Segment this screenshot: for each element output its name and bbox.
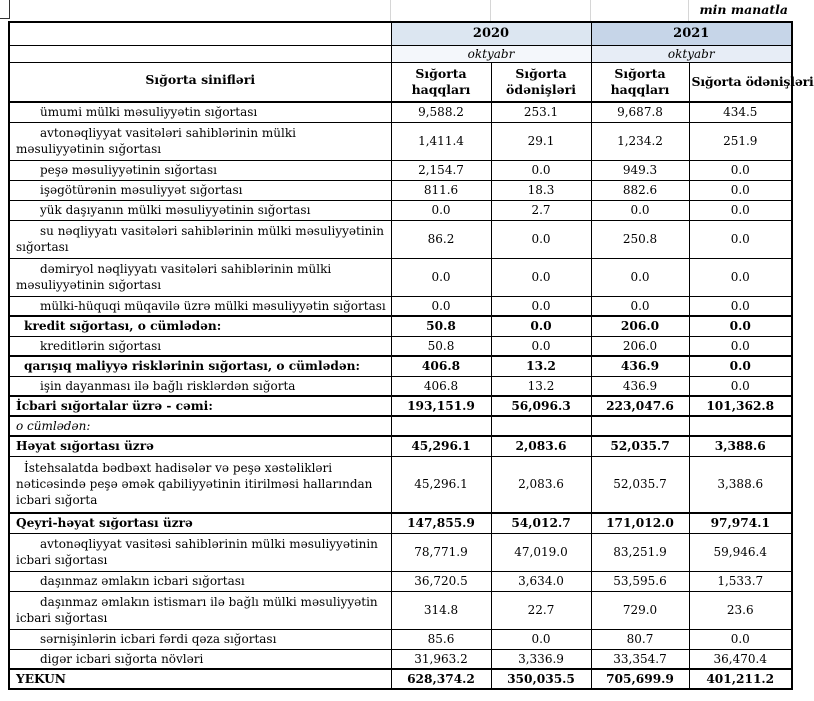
cell-value[interactable]: 223,047.6 <box>591 396 689 416</box>
row-label[interactable]: mülki-hüquqi müqavilə üzrə mülki məsuliyyətin sığortası <box>9 296 391 316</box>
row-label[interactable]: dəmiryol nəqliyyatı vasitələri sahiblərinin mülki məsuliyyətinin sığortası <box>9 258 391 296</box>
cell-value[interactable]: 1,533.7 <box>689 571 792 591</box>
cell-value[interactable]: 250.8 <box>591 220 689 258</box>
cell-value[interactable]: 0.0 <box>689 376 792 396</box>
cell-value[interactable]: 0.0 <box>689 356 792 376</box>
cell-value[interactable]: 0.0 <box>491 316 591 336</box>
cell-value[interactable]: 50.8 <box>391 316 491 336</box>
cell-value[interactable]: 436.9 <box>591 376 689 396</box>
insurance-table <box>8 21 814 690</box>
cell-value[interactable]: 0.0 <box>491 160 591 180</box>
table-row <box>9 456 792 513</box>
row-label[interactable]: İstehsalatda bədbəxt hadisələr və peşə xəstəlikləri nəticəsində peşə əmək qabiliyyətinin itirilməsi hallarından icbari sığorta <box>9 456 391 513</box>
cell-value[interactable]: 18.3 <box>491 180 591 200</box>
cell-value[interactable]: 13.2 <box>491 376 591 396</box>
table-row <box>9 669 792 689</box>
row-label[interactable]: kredit sığortası, o cümlədən: <box>9 316 391 336</box>
row-label[interactable]: İcbari sığortalar üzrə - cəmi: <box>9 396 391 416</box>
row-label[interactable]: digər icbari sığorta növləri <box>9 649 391 669</box>
sheet-top-strip <box>0 0 798 21</box>
gridline-fragment <box>390 0 391 21</box>
cell-value[interactable]: 83,251.9 <box>591 533 689 571</box>
cell-value[interactable]: 86.2 <box>391 220 491 258</box>
cell-value[interactable]: 949.3 <box>591 160 689 180</box>
cell-value[interactable]: 193,151.9 <box>391 396 491 416</box>
row-label[interactable]: sərnişinlərin icbari fərdi qəza sığortası <box>9 629 391 649</box>
cell-value[interactable]: 23.6 <box>689 591 792 629</box>
row-label[interactable]: avtonəqliyyat vasitələri sahiblərinin mülki məsuliyyətinin sığortası <box>9 122 391 160</box>
cell-value[interactable]: 0.0 <box>491 296 591 316</box>
premiums-2021-header[interactable]: Sığorta haqqları <box>591 62 689 102</box>
cell-value[interactable]: 705,699.9 <box>591 669 689 689</box>
cell-value[interactable]: 22.7 <box>491 591 591 629</box>
cell-value[interactable]: 251.9 <box>689 122 792 160</box>
table-row <box>9 436 792 456</box>
row-label[interactable]: daşınmaz əmlakın istismarı ilə bağlı mülki məsuliyyətin icbari sığortası <box>9 591 391 629</box>
year-header-row <box>9 22 792 45</box>
cell-value[interactable]: 50.8 <box>391 336 491 356</box>
cell-value[interactable]: 29.1 <box>491 122 591 160</box>
cell-value[interactable]: 0.0 <box>391 200 491 220</box>
cell-value[interactable] <box>591 416 689 436</box>
table-row <box>9 296 792 316</box>
row-label[interactable]: işin dayanması ilə bağlı risklərdən sığorta <box>9 376 391 396</box>
table-row <box>9 513 792 533</box>
cell-value[interactable]: 97,974.1 <box>689 513 792 533</box>
cell-value[interactable]: 0.0 <box>689 336 792 356</box>
cell-value[interactable]: 3,388.6 <box>689 436 792 456</box>
cell-value[interactable]: 85.6 <box>391 629 491 649</box>
row-label[interactable]: o cümlədən: <box>9 416 391 436</box>
table-row <box>9 376 792 396</box>
cell-value[interactable]: 811.6 <box>391 180 491 200</box>
classes-column-header[interactable]: Sığorta sinifləri <box>9 62 391 102</box>
cell-value[interactable]: 350,035.5 <box>491 669 591 689</box>
cell-value[interactable]: 0.0 <box>391 258 491 296</box>
cell-value[interactable]: 2,083.6 <box>491 436 591 456</box>
cell-value[interactable]: 36,470.4 <box>689 649 792 669</box>
table-row <box>9 258 792 296</box>
row-label[interactable]: YEKUN <box>9 669 391 689</box>
cell-value[interactable]: 0.0 <box>591 200 689 220</box>
cell-value[interactable]: 47,019.0 <box>491 533 591 571</box>
cell-value[interactable] <box>689 416 792 436</box>
cell-value[interactable]: 2,083.6 <box>491 456 591 513</box>
period-header-row <box>9 45 792 62</box>
row-label[interactable]: işəgötürənin məsuliyyət sığortası <box>9 180 391 200</box>
cell-value[interactable]: 0.0 <box>689 180 792 200</box>
row-label[interactable]: daşınmaz əmlakın icbari sığortası <box>9 571 391 591</box>
cell-value[interactable]: 0.0 <box>689 316 792 336</box>
cell-value[interactable]: 9,687.8 <box>591 102 689 122</box>
cell-value[interactable]: 882.6 <box>591 180 689 200</box>
cell-value[interactable]: 206.0 <box>591 316 689 336</box>
cell-value[interactable]: 53,595.6 <box>591 571 689 591</box>
gridline-fragment <box>490 0 491 21</box>
gridline-fragment <box>590 0 591 21</box>
cell-value[interactable]: 434.5 <box>689 102 792 122</box>
cell-value[interactable]: 0.0 <box>689 629 792 649</box>
cell-value[interactable]: 628,374.2 <box>391 669 491 689</box>
year-2020-header[interactable]: 2020 <box>391 22 591 45</box>
table-row <box>9 122 792 160</box>
cell-value[interactable]: 59,946.4 <box>689 533 792 571</box>
table-row <box>9 649 792 669</box>
table-row <box>9 336 792 356</box>
cell-value[interactable]: 253.1 <box>491 102 591 122</box>
cell-value[interactable]: 0.0 <box>591 296 689 316</box>
table-row <box>9 200 792 220</box>
cell-value[interactable]: 0.0 <box>491 258 591 296</box>
cell-value[interactable]: 729.0 <box>591 591 689 629</box>
cell-value[interactable]: 80.7 <box>591 629 689 649</box>
cell-value[interactable]: 3,336.9 <box>491 649 591 669</box>
cell-value[interactable]: 3,634.0 <box>491 571 591 591</box>
cell-corner-fragment <box>0 0 10 19</box>
empty-cell[interactable] <box>9 45 391 62</box>
cell-value[interactable]: 101,362.8 <box>689 396 792 416</box>
cell-value[interactable]: 13.2 <box>491 356 591 376</box>
cell-value[interactable] <box>491 416 591 436</box>
row-label[interactable]: su nəqliyyatı vasitələri sahiblərinin mülki məsuliyyətinin sığortası <box>9 220 391 258</box>
cell-value[interactable]: 31,963.2 <box>391 649 491 669</box>
row-label[interactable]: peşə məsuliyyətinin sığortası <box>9 160 391 180</box>
table-row <box>9 396 792 416</box>
cell-value[interactable]: 401,211.2 <box>689 669 792 689</box>
row-label[interactable]: Həyat sığortası üzrə <box>9 436 391 456</box>
cell-value[interactable]: 54,012.7 <box>491 513 591 533</box>
cell-value[interactable]: 45,296.1 <box>391 456 491 513</box>
cell-value[interactable]: 0.0 <box>689 160 792 180</box>
cell-value[interactable]: 52,035.7 <box>591 436 689 456</box>
cell-value[interactable]: 147,855.9 <box>391 513 491 533</box>
cell-value[interactable]: 56,096.3 <box>491 396 591 416</box>
cell-value[interactable]: 36,720.5 <box>391 571 491 591</box>
cell-value[interactable] <box>391 416 491 436</box>
table-row <box>9 416 792 436</box>
cell-value[interactable]: 3,388.6 <box>689 456 792 513</box>
row-label[interactable]: avtonəqliyyat vasitəsi sahiblərinin mülki məsuliyyətinin icbari sığortası <box>9 533 391 571</box>
table-row <box>9 316 792 336</box>
cell-value[interactable]: 206.0 <box>591 336 689 356</box>
cell-value[interactable]: 0.0 <box>491 220 591 258</box>
cell-value[interactable]: 0.0 <box>591 258 689 296</box>
table-row <box>9 160 792 180</box>
cell-value[interactable]: 0.0 <box>391 296 491 316</box>
cell-value[interactable]: 0.0 <box>491 629 591 649</box>
cell-value[interactable]: 406.8 <box>391 356 491 376</box>
cell-value[interactable]: 52,035.7 <box>591 456 689 513</box>
table-row <box>9 180 792 200</box>
cell-value[interactable]: 78,771.9 <box>391 533 491 571</box>
table-body <box>9 102 792 689</box>
table-row <box>9 102 792 122</box>
table-row <box>9 571 792 591</box>
row-label[interactable]: kreditlərin sığortası <box>9 336 391 356</box>
unit-label: min manatla <box>699 2 788 17</box>
cell-value[interactable]: 0.0 <box>689 200 792 220</box>
empty-cell[interactable] <box>9 22 391 45</box>
payments-2021-header[interactable]: Sığorta ödənişləri <box>689 62 792 102</box>
cell-value[interactable]: 171,012.0 <box>591 513 689 533</box>
cell-value[interactable]: 406.8 <box>391 376 491 396</box>
cell-value[interactable]: 45,296.1 <box>391 436 491 456</box>
table-row <box>9 629 792 649</box>
cell-value[interactable]: 0.0 <box>491 336 591 356</box>
table-row <box>9 356 792 376</box>
cell-value[interactable]: 314.8 <box>391 591 491 629</box>
cell-value[interactable]: 0.0 <box>689 258 792 296</box>
row-label[interactable]: qarışıq maliyyə risklərinin sığortası, o cümlədən: <box>9 356 391 376</box>
table-row <box>9 591 792 629</box>
cell-value[interactable]: 9,588.2 <box>391 102 491 122</box>
column-header-row <box>9 62 792 102</box>
payments-2020-header[interactable]: Sığorta ödənişləri <box>491 62 591 102</box>
cell-value[interactable]: 2,154.7 <box>391 160 491 180</box>
period-2020-cell[interactable]: oktyabr <box>391 45 591 62</box>
cell-value[interactable]: 436.9 <box>591 356 689 376</box>
row-label[interactable]: yük daşıyanın mülki məsuliyyətinin sığortası <box>9 200 391 220</box>
cell-value[interactable]: 1,234.2 <box>591 122 689 160</box>
table-row <box>9 220 792 258</box>
cell-value[interactable]: 33,354.7 <box>591 649 689 669</box>
gridline-fragment <box>688 0 689 21</box>
row-label[interactable]: ümumi mülki məsuliyyətin sığortası <box>9 102 391 122</box>
cell-value[interactable]: 0.0 <box>689 220 792 258</box>
cell-value[interactable]: 1,411.4 <box>391 122 491 160</box>
table-row <box>9 533 792 571</box>
premiums-2020-header[interactable]: Sığorta haqqları <box>391 62 491 102</box>
cell-value[interactable]: 2.7 <box>491 200 591 220</box>
year-2021-header[interactable]: 2021 <box>591 22 792 45</box>
period-2021-cell[interactable]: oktyabr <box>591 45 792 62</box>
row-label[interactable]: Qeyri-həyat sığortası üzrə <box>9 513 391 533</box>
cell-value[interactable]: 0.0 <box>689 296 792 316</box>
